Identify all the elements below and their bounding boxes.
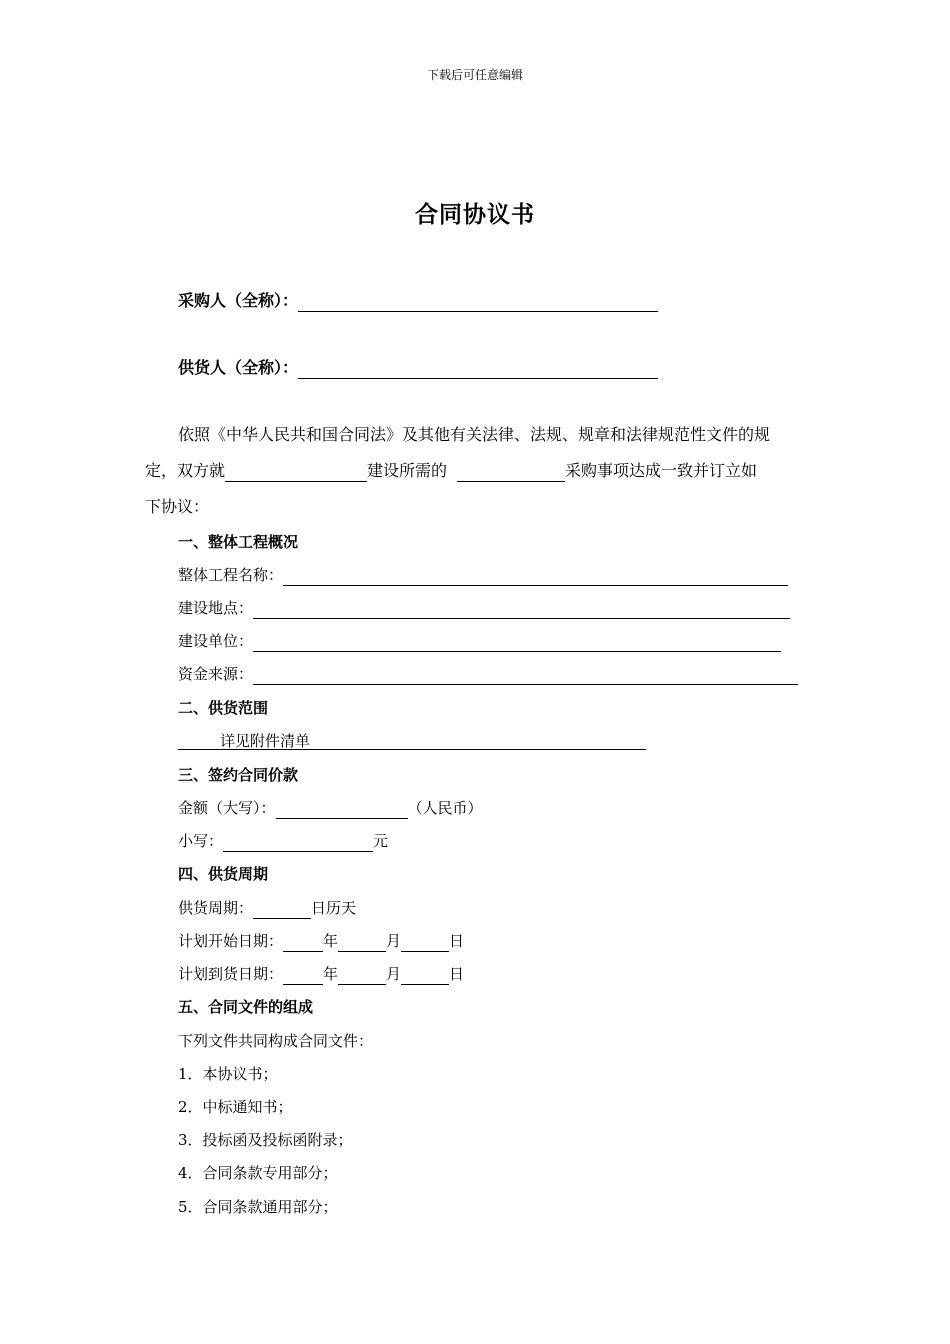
- field-funding: [178, 663, 798, 685]
- buyer-row: [178, 290, 658, 312]
- arrive-year-blank[interactable]: [283, 968, 323, 985]
- intro-line-1: 依照《中华人民共和国合同法》及其他有关法律、法规、规章和法律规范性文件的规: [178, 425, 771, 444]
- list-item: 2．中标通知书；: [178, 1098, 293, 1116]
- field-project-name: [178, 564, 788, 586]
- start-year-blank[interactable]: [283, 935, 323, 952]
- intro-text-a: 定，双方就: [145, 461, 226, 480]
- section-4-heading: 四、供货周期: [178, 865, 269, 883]
- day-label: 日: [449, 965, 465, 983]
- intro-line-3: 下协议：: [145, 497, 210, 516]
- intro-text-b: 建设所需的: [367, 461, 448, 480]
- arrive-day-blank[interactable]: [401, 968, 449, 985]
- field-location: [178, 597, 790, 619]
- amount-blank[interactable]: [276, 802, 408, 819]
- intro-line-2: [145, 460, 757, 482]
- start-day-blank[interactable]: [401, 935, 449, 952]
- period-row: [178, 897, 356, 919]
- buyer-label: 采购人（全称）：: [178, 291, 299, 310]
- intro-text-c: 采购事项达成一致并订立如: [565, 461, 758, 480]
- list-item: 1．本协议书；: [178, 1065, 278, 1083]
- period-blank[interactable]: [253, 902, 311, 919]
- section-2-heading: 二、供货范围: [178, 699, 269, 717]
- start-label: 计划开始日期：: [178, 932, 284, 950]
- month-label: 月: [386, 932, 402, 950]
- small-suffix: 元: [373, 832, 389, 850]
- project-blank[interactable]: [225, 465, 367, 482]
- arrive-month-blank[interactable]: [338, 968, 386, 985]
- section-1-heading: 一、整体工程概况: [178, 533, 299, 551]
- header-note: 下载后可任意编辑: [426, 68, 523, 82]
- arrive-label: 计划到货日期：: [178, 965, 284, 983]
- field-unit: [178, 630, 781, 652]
- section-3-heading: 三、签约合同价款: [178, 766, 299, 784]
- list-item: 4．合同条款专用部分；: [178, 1164, 338, 1182]
- field-label: 建设单位：: [178, 632, 254, 650]
- unit-blank[interactable]: [253, 635, 781, 652]
- amount-label: 金额（大写）：: [178, 799, 276, 817]
- procurement-blank[interactable]: [457, 465, 565, 482]
- amount-row: [178, 797, 483, 819]
- field-label: 资金来源：: [178, 665, 254, 683]
- section-5-heading: 五、合同文件的组成: [178, 998, 314, 1016]
- document-title: 合同协议书: [415, 202, 535, 228]
- year-label: 年: [323, 932, 339, 950]
- buyer-blank[interactable]: [298, 295, 658, 312]
- project-name-blank[interactable]: [283, 569, 788, 586]
- amount-suffix: （人民币）: [407, 799, 483, 817]
- period-label: 供货周期：: [178, 899, 254, 917]
- supplier-blank[interactable]: [298, 362, 658, 379]
- start-date-row: [178, 930, 464, 952]
- arrive-date-row: [178, 963, 464, 985]
- scope-text: 详见附件清单: [220, 732, 311, 750]
- field-label: 整体工程名称：: [178, 566, 284, 584]
- supplier-label: 供货人（全称）：: [178, 358, 299, 377]
- section-5-intro: 下列文件共同构成合同文件：: [178, 1032, 374, 1050]
- funding-blank[interactable]: [253, 668, 798, 685]
- list-item: 3．投标函及投标函附录；: [178, 1131, 353, 1149]
- supplier-row: [178, 357, 658, 379]
- period-suffix: 日历天: [311, 899, 357, 917]
- field-label: 建设地点：: [178, 599, 254, 617]
- year-label: 年: [323, 965, 339, 983]
- month-label: 月: [386, 965, 402, 983]
- start-month-blank[interactable]: [338, 935, 386, 952]
- small-label: 小写：: [178, 832, 224, 850]
- small-amount-blank[interactable]: [223, 835, 373, 852]
- day-label: 日: [449, 932, 465, 950]
- small-amount-row: [178, 830, 388, 852]
- location-blank[interactable]: [253, 602, 790, 619]
- scope-field[interactable]: [178, 730, 646, 750]
- list-item: 5．合同条款通用部分；: [178, 1198, 338, 1216]
